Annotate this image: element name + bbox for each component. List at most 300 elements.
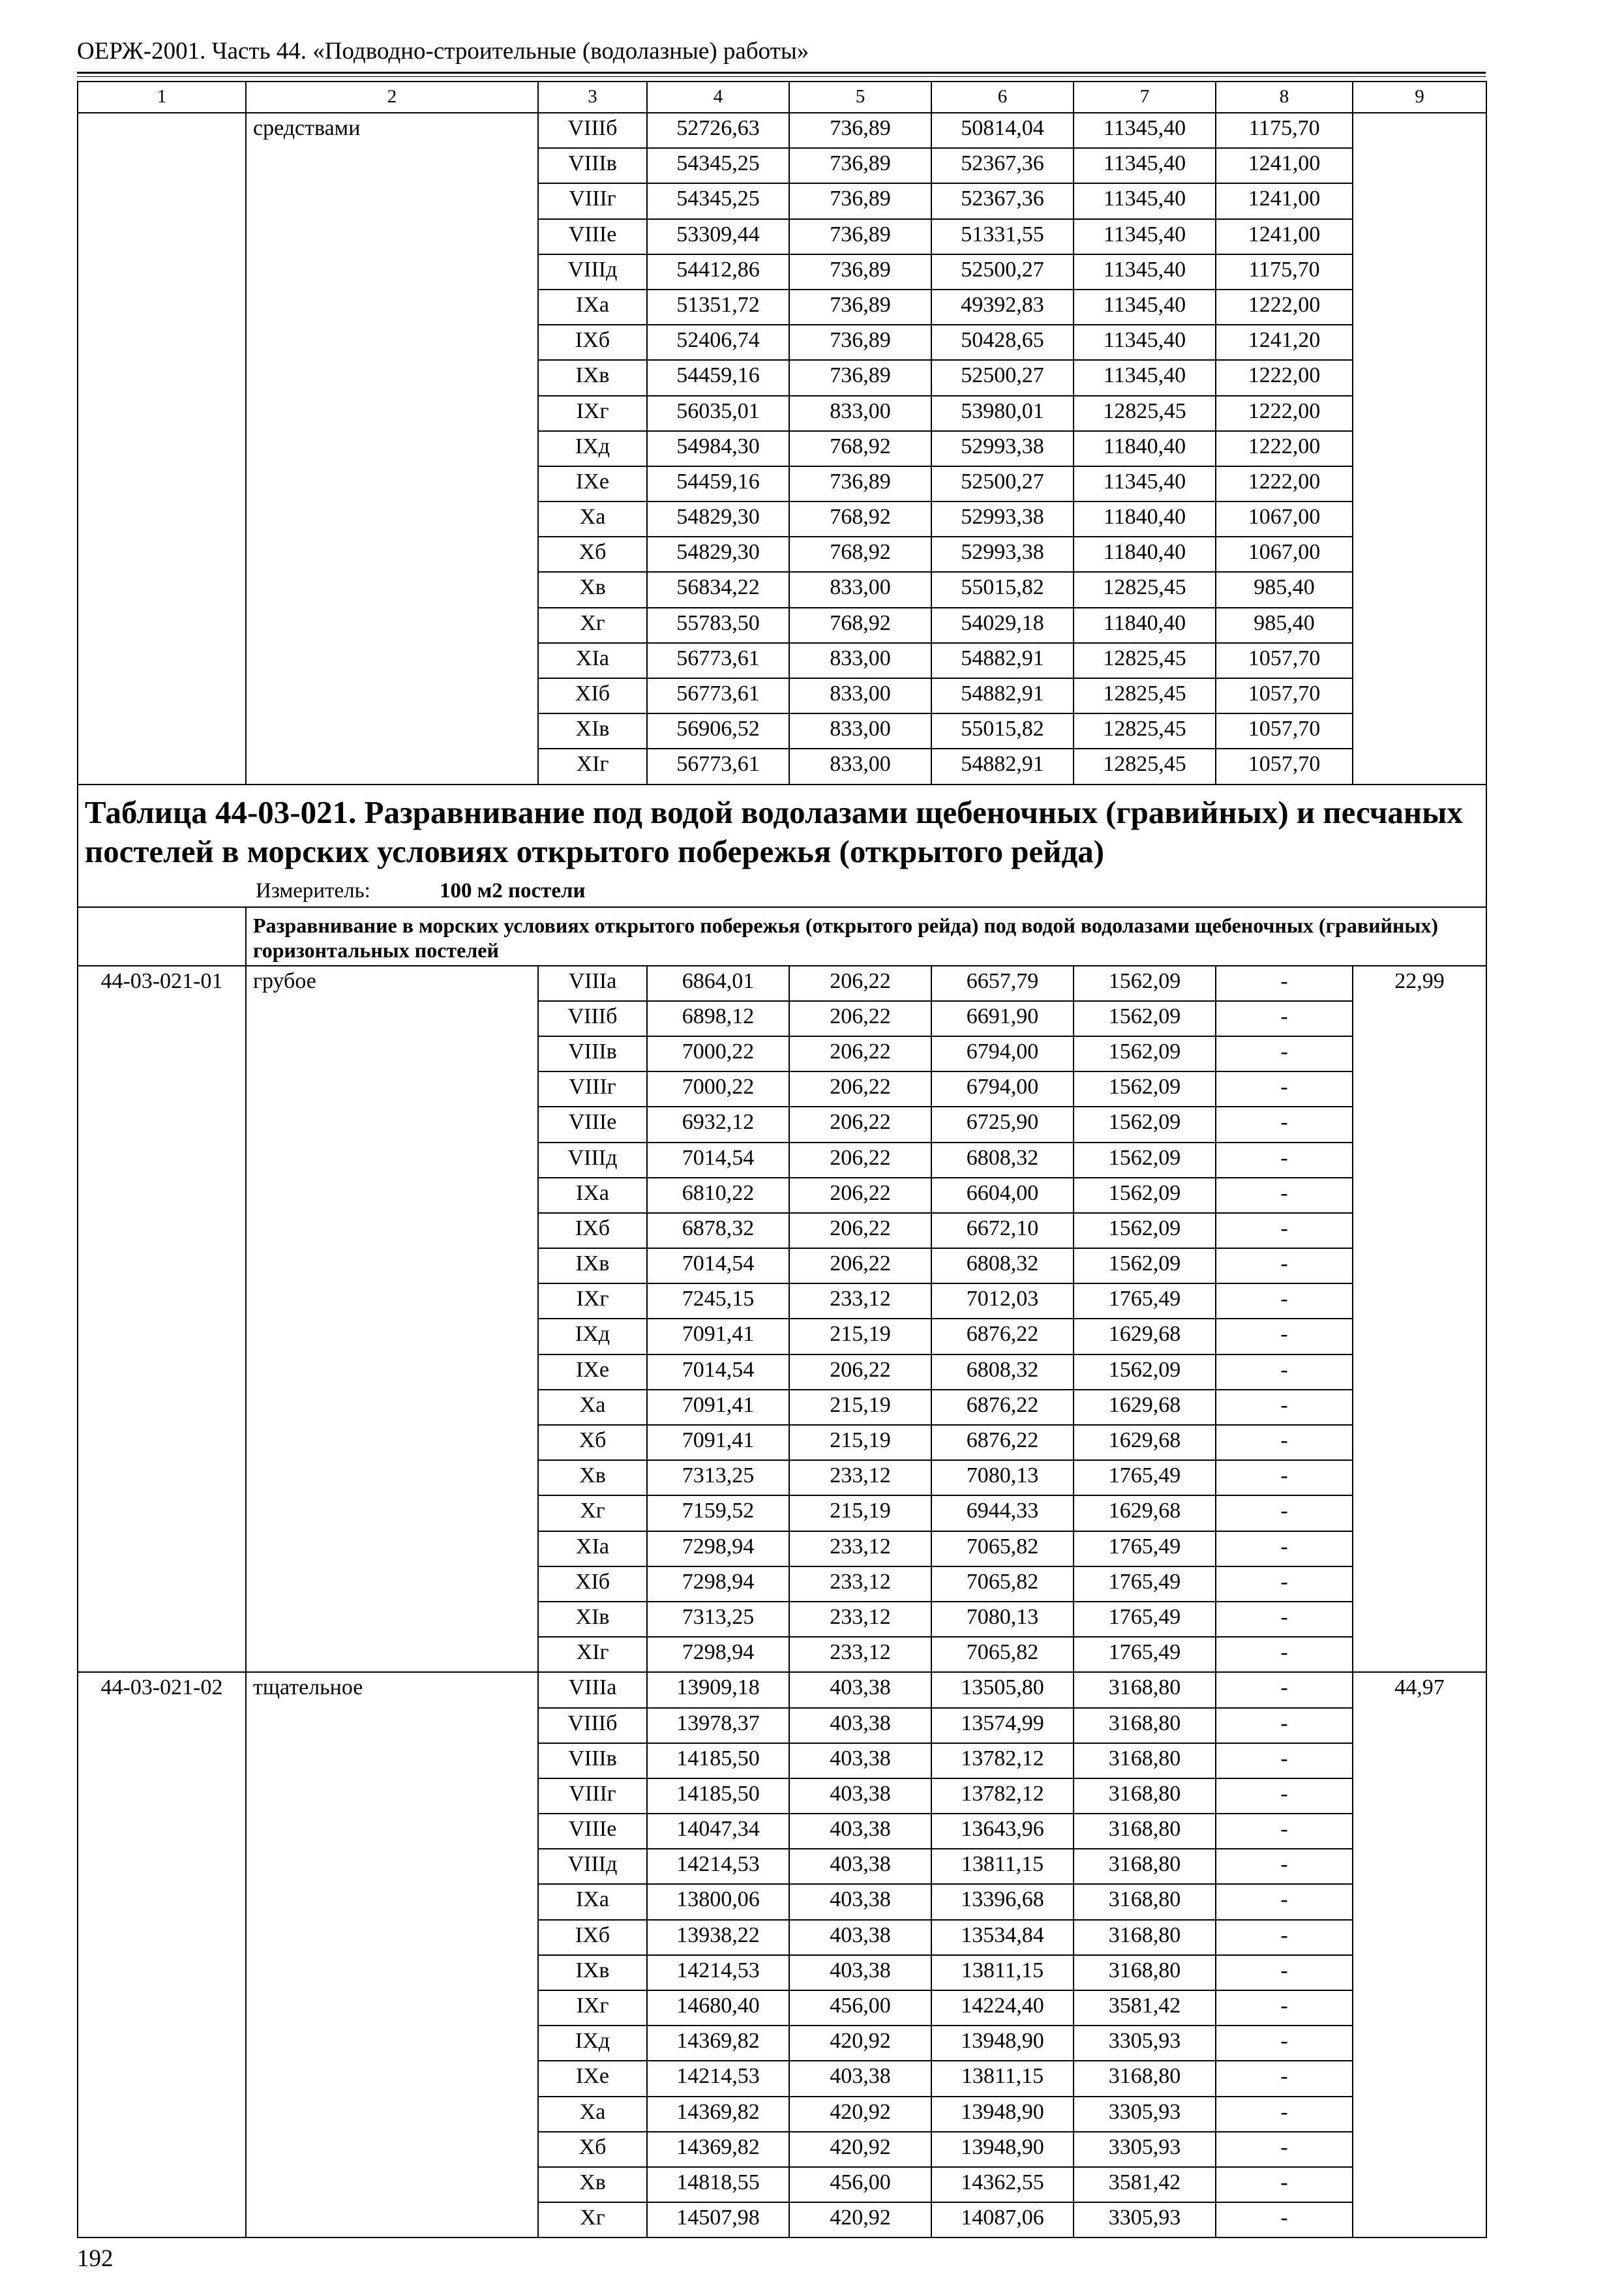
region-cell: XIа bbox=[538, 643, 647, 678]
machines-cell: 7012,03 bbox=[931, 1283, 1074, 1319]
materials-cell: - bbox=[1216, 2167, 1353, 2202]
region-cell: IXе bbox=[538, 466, 647, 501]
machines-cell: 50814,04 bbox=[931, 113, 1074, 148]
wages-cell: 206,22 bbox=[789, 966, 931, 1001]
region-cell: VIIIб bbox=[538, 113, 647, 148]
machines-cell: 52500,27 bbox=[931, 360, 1074, 395]
materials-cell: - bbox=[1216, 1743, 1353, 1778]
materials-cell: 1222,00 bbox=[1216, 431, 1353, 466]
machines-cell: 6794,00 bbox=[931, 1071, 1074, 1107]
machines-cell: 54029,18 bbox=[931, 608, 1074, 643]
region-cell: Xг bbox=[538, 1495, 647, 1531]
region-cell: XIв bbox=[538, 1602, 647, 1637]
materials-cell: - bbox=[1216, 1107, 1353, 1142]
total-cost-cell: 13938,22 bbox=[647, 1920, 789, 1955]
machinist-wages-cell: 1562,09 bbox=[1074, 1143, 1216, 1178]
machinist-wages-cell: 3305,93 bbox=[1074, 2097, 1216, 2132]
labor-cell bbox=[1353, 113, 1486, 785]
region-cell: IXе bbox=[538, 2061, 647, 2096]
wages-cell: 403,38 bbox=[789, 2061, 931, 2096]
region-cell: IXб bbox=[538, 1920, 647, 1955]
machinist-wages-cell: 12825,45 bbox=[1074, 678, 1216, 713]
machines-cell: 6876,22 bbox=[931, 1390, 1074, 1425]
total-cost-cell: 7014,54 bbox=[647, 1354, 789, 1390]
region-cell: IXе bbox=[538, 1354, 647, 1390]
total-cost-cell: 7000,22 bbox=[647, 1036, 789, 1071]
machinist-wages-cell: 1765,49 bbox=[1074, 1460, 1216, 1495]
machinist-wages-cell: 3581,42 bbox=[1074, 2167, 1216, 2202]
machinist-wages-cell: 1562,09 bbox=[1074, 1213, 1216, 1248]
wages-cell: 736,89 bbox=[789, 466, 931, 501]
column-number: 1 bbox=[78, 82, 246, 113]
wages-cell: 403,38 bbox=[789, 1884, 931, 1919]
total-cost-cell: 56773,61 bbox=[647, 643, 789, 678]
machinist-wages-cell: 12825,45 bbox=[1074, 713, 1216, 749]
total-cost-cell: 55783,50 bbox=[647, 608, 789, 643]
machinist-wages-cell: 3168,80 bbox=[1074, 1743, 1216, 1778]
code-cell: 44-03-021-02 bbox=[78, 1672, 246, 2237]
total-cost-cell: 14214,53 bbox=[647, 1849, 789, 1884]
total-cost-cell: 7298,94 bbox=[647, 1637, 789, 1672]
wages-cell: 215,19 bbox=[789, 1319, 931, 1354]
region-cell: XIв bbox=[538, 713, 647, 749]
total-cost-cell: 13978,37 bbox=[647, 1708, 789, 1743]
materials-cell: - bbox=[1216, 1283, 1353, 1319]
machinist-wages-cell: 1765,49 bbox=[1074, 1531, 1216, 1566]
machines-cell: 13782,12 bbox=[931, 1743, 1074, 1778]
total-cost-cell: 14214,53 bbox=[647, 1955, 789, 1990]
machinist-wages-cell: 1629,68 bbox=[1074, 1390, 1216, 1425]
materials-cell: - bbox=[1216, 1778, 1353, 1814]
machines-cell: 13643,96 bbox=[931, 1814, 1074, 1849]
machines-cell: 6604,00 bbox=[931, 1178, 1074, 1213]
wages-cell: 736,89 bbox=[789, 113, 931, 148]
region-cell: VIIIв bbox=[538, 148, 647, 183]
machinist-wages-cell: 11345,40 bbox=[1074, 148, 1216, 183]
materials-cell: - bbox=[1216, 1566, 1353, 1602]
machinist-wages-cell: 3168,80 bbox=[1074, 1920, 1216, 1955]
wages-cell: 233,12 bbox=[789, 1637, 931, 1672]
total-cost-cell: 7245,15 bbox=[647, 1283, 789, 1319]
column-number: 9 bbox=[1353, 82, 1486, 113]
machinist-wages-cell: 11345,40 bbox=[1074, 325, 1216, 360]
machinist-wages-cell: 1629,68 bbox=[1074, 1319, 1216, 1354]
materials-cell: - bbox=[1216, 1319, 1353, 1354]
materials-cell: 1067,00 bbox=[1216, 501, 1353, 537]
machinist-wages-cell: 1629,68 bbox=[1074, 1425, 1216, 1460]
machines-cell: 52993,38 bbox=[931, 501, 1074, 537]
region-cell: IXд bbox=[538, 431, 647, 466]
machines-cell: 7065,82 bbox=[931, 1566, 1074, 1602]
machines-cell: 52500,27 bbox=[931, 254, 1074, 290]
subheading-cell: Разравнивание в морских условиях открытого побережья (открытого рейда) под водой водолазами щебеночных (гравийных) горизонтальных постелей bbox=[246, 907, 1486, 966]
total-cost-cell: 14680,40 bbox=[647, 1990, 789, 2026]
machines-cell: 6808,32 bbox=[931, 1248, 1074, 1283]
machinist-wages-cell: 1562,09 bbox=[1074, 1178, 1216, 1213]
machinist-wages-cell: 11840,40 bbox=[1074, 431, 1216, 466]
wages-cell: 206,22 bbox=[789, 1213, 931, 1248]
materials-cell: - bbox=[1216, 1425, 1353, 1460]
machinist-wages-cell: 3168,80 bbox=[1074, 1708, 1216, 1743]
total-cost-cell: 14369,82 bbox=[647, 2026, 789, 2061]
region-cell: IXв bbox=[538, 1955, 647, 1990]
machinist-wages-cell: 11345,40 bbox=[1074, 466, 1216, 501]
wages-cell: 206,22 bbox=[789, 1036, 931, 1071]
table-title-cell bbox=[78, 785, 1486, 907]
region-cell: Xв bbox=[538, 1460, 647, 1495]
total-cost-cell: 7091,41 bbox=[647, 1390, 789, 1425]
materials-cell: - bbox=[1216, 1708, 1353, 1743]
materials-cell: - bbox=[1216, 1884, 1353, 1919]
machinist-wages-cell: 1562,09 bbox=[1074, 1107, 1216, 1142]
total-cost-cell: 52726,63 bbox=[647, 113, 789, 148]
machines-cell: 6725,90 bbox=[931, 1107, 1074, 1142]
wages-cell: 456,00 bbox=[789, 1990, 931, 2026]
wages-cell: 420,92 bbox=[789, 2026, 931, 2061]
wages-cell: 736,89 bbox=[789, 148, 931, 183]
wages-cell: 768,92 bbox=[789, 537, 931, 572]
column-number: 4 bbox=[647, 82, 789, 113]
machines-cell: 7080,13 bbox=[931, 1460, 1074, 1495]
materials-cell: - bbox=[1216, 1672, 1353, 1707]
machines-cell: 13534,84 bbox=[931, 1920, 1074, 1955]
machines-cell: 54882,91 bbox=[931, 678, 1074, 713]
machines-cell: 55015,82 bbox=[931, 713, 1074, 749]
region-cell: IXв bbox=[538, 360, 647, 395]
machines-cell: 6876,22 bbox=[931, 1319, 1074, 1354]
materials-cell: - bbox=[1216, 1178, 1353, 1213]
machinist-wages-cell: 11840,40 bbox=[1074, 608, 1216, 643]
materials-cell: - bbox=[1216, 1248, 1353, 1283]
materials-cell: - bbox=[1216, 1531, 1353, 1566]
machinist-wages-cell: 1765,49 bbox=[1074, 1283, 1216, 1319]
wages-cell: 206,22 bbox=[789, 1143, 931, 1178]
machinist-wages-cell: 11345,40 bbox=[1074, 360, 1216, 395]
machinist-wages-cell: 11345,40 bbox=[1074, 254, 1216, 290]
wages-cell: 833,00 bbox=[789, 396, 931, 431]
wages-cell: 420,92 bbox=[789, 2202, 931, 2237]
materials-cell: 1057,70 bbox=[1216, 713, 1353, 749]
materials-cell: 985,40 bbox=[1216, 608, 1353, 643]
total-cost-cell: 56035,01 bbox=[647, 396, 789, 431]
region-cell: VIIIб bbox=[538, 1708, 647, 1743]
region-cell: VIIIд bbox=[538, 1849, 647, 1884]
machinist-wages-cell: 1562,09 bbox=[1074, 1248, 1216, 1283]
region-cell: IXа bbox=[538, 1884, 647, 1919]
table-row bbox=[78, 1672, 1486, 1707]
machines-cell: 13948,90 bbox=[931, 2132, 1074, 2167]
materials-cell: - bbox=[1216, 2132, 1353, 2167]
wages-cell: 233,12 bbox=[789, 1602, 931, 1637]
machinist-wages-cell: 1562,09 bbox=[1074, 1036, 1216, 1071]
machines-cell: 52367,36 bbox=[931, 183, 1074, 218]
table-title-row bbox=[78, 785, 1486, 907]
table-body bbox=[78, 82, 1486, 2237]
region-cell: Xв bbox=[538, 2167, 647, 2202]
machinist-wages-cell: 3168,80 bbox=[1074, 1849, 1216, 1884]
region-cell: VIIIб bbox=[538, 1001, 647, 1036]
machinist-wages-cell: 1765,49 bbox=[1074, 1602, 1216, 1637]
region-cell: VIIIд bbox=[538, 254, 647, 290]
region-cell: VIIIе bbox=[538, 1107, 647, 1142]
region-cell: Xа bbox=[538, 2097, 647, 2132]
header-rule bbox=[77, 72, 1486, 77]
total-cost-cell: 54459,16 bbox=[647, 360, 789, 395]
code-cell bbox=[78, 113, 246, 785]
total-cost-cell: 54984,30 bbox=[647, 431, 789, 466]
column-number: 6 bbox=[931, 82, 1074, 113]
machines-cell: 6657,79 bbox=[931, 966, 1074, 1001]
materials-cell: - bbox=[1216, 2026, 1353, 2061]
materials-cell: - bbox=[1216, 1071, 1353, 1107]
wages-cell: 206,22 bbox=[789, 1107, 931, 1142]
materials-cell: - bbox=[1216, 1460, 1353, 1495]
materials-cell: - bbox=[1216, 1143, 1353, 1178]
machines-cell: 7065,82 bbox=[931, 1637, 1074, 1672]
materials-cell: 1222,00 bbox=[1216, 290, 1353, 325]
total-cost-cell: 6864,01 bbox=[647, 966, 789, 1001]
wages-cell: 736,89 bbox=[789, 360, 931, 395]
column-number: 2 bbox=[246, 82, 538, 113]
machines-cell: 52367,36 bbox=[931, 148, 1074, 183]
wages-cell: 215,19 bbox=[789, 1390, 931, 1425]
materials-cell: - bbox=[1216, 2202, 1353, 2237]
machinist-wages-cell: 3305,93 bbox=[1074, 2026, 1216, 2061]
materials-cell: 1057,70 bbox=[1216, 678, 1353, 713]
total-cost-cell: 54345,25 bbox=[647, 148, 789, 183]
total-cost-cell: 7091,41 bbox=[647, 1425, 789, 1460]
materials-cell: - bbox=[1216, 1849, 1353, 1884]
total-cost-cell: 56834,22 bbox=[647, 572, 789, 607]
column-number-row bbox=[78, 82, 1486, 113]
total-cost-cell: 7014,54 bbox=[647, 1143, 789, 1178]
total-cost-cell: 14047,34 bbox=[647, 1814, 789, 1849]
region-cell: IXд bbox=[538, 2026, 647, 2061]
total-cost-cell: 54829,30 bbox=[647, 501, 789, 537]
total-cost-cell: 54412,86 bbox=[647, 254, 789, 290]
machines-cell: 13948,90 bbox=[931, 2097, 1074, 2132]
materials-cell: - bbox=[1216, 966, 1353, 1001]
machines-cell: 52500,27 bbox=[931, 466, 1074, 501]
total-cost-cell: 56773,61 bbox=[647, 749, 789, 784]
wages-cell: 206,22 bbox=[789, 1001, 931, 1036]
region-cell: IXг bbox=[538, 1990, 647, 2026]
total-cost-cell: 6878,32 bbox=[647, 1213, 789, 1248]
machinist-wages-cell: 3581,42 bbox=[1074, 1990, 1216, 2026]
measure-value: 100 м2 постели bbox=[440, 878, 586, 903]
machinist-wages-cell: 3168,80 bbox=[1074, 2061, 1216, 2096]
region-cell: VIIIд bbox=[538, 1143, 647, 1178]
total-cost-cell: 7000,22 bbox=[647, 1071, 789, 1107]
materials-cell: - bbox=[1216, 1495, 1353, 1531]
total-cost-cell: 14185,50 bbox=[647, 1743, 789, 1778]
wages-cell: 420,92 bbox=[789, 2132, 931, 2167]
page-number: 192 bbox=[77, 2245, 113, 2272]
machines-cell: 52993,38 bbox=[931, 537, 1074, 572]
materials-cell: 1222,00 bbox=[1216, 466, 1353, 501]
materials-cell: - bbox=[1216, 1990, 1353, 2026]
wages-cell: 403,38 bbox=[789, 1849, 931, 1884]
total-cost-cell: 14369,82 bbox=[647, 2132, 789, 2167]
wages-cell: 736,89 bbox=[789, 325, 931, 360]
materials-cell: - bbox=[1216, 1213, 1353, 1248]
materials-cell: - bbox=[1216, 1602, 1353, 1637]
machines-cell: 6691,90 bbox=[931, 1001, 1074, 1036]
wages-cell: 403,38 bbox=[789, 1672, 931, 1707]
region-cell: Xб bbox=[538, 537, 647, 572]
table-title: Таблица 44-03-021. Разравнивание под водой водолазами щебеночных (гравийных) и песчаных постелей в морских условиях открытого побережья (открытого рейда) bbox=[85, 794, 1463, 869]
machinist-wages-cell: 3305,93 bbox=[1074, 2202, 1216, 2237]
total-cost-cell: 56906,52 bbox=[647, 713, 789, 749]
total-cost-cell: 7313,25 bbox=[647, 1460, 789, 1495]
region-cell: XIб bbox=[538, 1566, 647, 1602]
wages-cell: 403,38 bbox=[789, 1920, 931, 1955]
total-cost-cell: 6898,12 bbox=[647, 1001, 789, 1036]
name-cell: тщательное bbox=[246, 1672, 538, 2237]
column-number: 5 bbox=[789, 82, 931, 113]
materials-cell: - bbox=[1216, 1036, 1353, 1071]
machines-cell: 7080,13 bbox=[931, 1602, 1074, 1637]
materials-cell: - bbox=[1216, 2061, 1353, 2096]
machinist-wages-cell: 11345,40 bbox=[1074, 113, 1216, 148]
materials-cell: - bbox=[1216, 2097, 1353, 2132]
wages-cell: 833,00 bbox=[789, 572, 931, 607]
region-cell: IXа bbox=[538, 1178, 647, 1213]
region-cell: VIIIе bbox=[538, 1814, 647, 1849]
table-row bbox=[78, 113, 1486, 148]
column-number: 8 bbox=[1216, 82, 1353, 113]
materials-cell: 1241,00 bbox=[1216, 148, 1353, 183]
materials-cell: 1175,70 bbox=[1216, 254, 1353, 290]
machines-cell: 51331,55 bbox=[931, 219, 1074, 254]
total-cost-cell: 14369,82 bbox=[647, 2097, 789, 2132]
machines-cell: 6808,32 bbox=[931, 1354, 1074, 1390]
materials-cell: 1241,20 bbox=[1216, 325, 1353, 360]
price-table bbox=[77, 81, 1487, 2238]
materials-cell: 1222,00 bbox=[1216, 360, 1353, 395]
column-number: 7 bbox=[1074, 82, 1216, 113]
wages-cell: 206,22 bbox=[789, 1248, 931, 1283]
region-cell: IXа bbox=[538, 290, 647, 325]
wages-cell: 736,89 bbox=[789, 183, 931, 218]
wages-cell: 736,89 bbox=[789, 290, 931, 325]
materials-cell: 1175,70 bbox=[1216, 113, 1353, 148]
region-cell: IXб bbox=[538, 1213, 647, 1248]
total-cost-cell: 51351,72 bbox=[647, 290, 789, 325]
materials-cell: - bbox=[1216, 1001, 1353, 1036]
wages-cell: 736,89 bbox=[789, 219, 931, 254]
machines-cell: 6876,22 bbox=[931, 1425, 1074, 1460]
machines-cell: 6794,00 bbox=[931, 1036, 1074, 1071]
wages-cell: 420,92 bbox=[789, 2097, 931, 2132]
code-cell: 44-03-021-01 bbox=[78, 966, 246, 1673]
wages-cell: 206,22 bbox=[789, 1178, 931, 1213]
wages-cell: 403,38 bbox=[789, 1814, 931, 1849]
total-cost-cell: 7091,41 bbox=[647, 1319, 789, 1354]
machinist-wages-cell: 3168,80 bbox=[1074, 1884, 1216, 1919]
machinist-wages-cell: 1562,09 bbox=[1074, 1354, 1216, 1390]
measure-label: Измеритель: bbox=[256, 878, 370, 903]
machines-cell: 54882,91 bbox=[931, 643, 1074, 678]
machinist-wages-cell: 12825,45 bbox=[1074, 749, 1216, 784]
total-cost-cell: 6810,22 bbox=[647, 1178, 789, 1213]
materials-cell: 1241,00 bbox=[1216, 219, 1353, 254]
subheading-row bbox=[78, 907, 1486, 966]
total-cost-cell: 13909,18 bbox=[647, 1672, 789, 1707]
region-cell: XIа bbox=[538, 1531, 647, 1566]
region-cell: VIIIв bbox=[538, 1036, 647, 1071]
wages-cell: 833,00 bbox=[789, 713, 931, 749]
wages-cell: 736,89 bbox=[789, 254, 931, 290]
machinist-wages-cell: 1562,09 bbox=[1074, 1001, 1216, 1036]
machinist-wages-cell: 1765,49 bbox=[1074, 1637, 1216, 1672]
wages-cell: 456,00 bbox=[789, 2167, 931, 2202]
region-cell: IXб bbox=[538, 325, 647, 360]
region-cell: VIIIг bbox=[538, 1071, 647, 1107]
materials-cell: 985,40 bbox=[1216, 572, 1353, 607]
materials-cell: - bbox=[1216, 1955, 1353, 1990]
region-cell: Xа bbox=[538, 1390, 647, 1425]
name-cell: средствами bbox=[246, 113, 538, 785]
machines-cell: 13811,15 bbox=[931, 1849, 1074, 1884]
machines-cell: 13396,68 bbox=[931, 1884, 1074, 1919]
region-cell: IXд bbox=[538, 1319, 647, 1354]
machines-cell: 13811,15 bbox=[931, 2061, 1074, 2096]
total-cost-cell: 52406,74 bbox=[647, 325, 789, 360]
total-cost-cell: 13800,06 bbox=[647, 1884, 789, 1919]
region-cell: XIг bbox=[538, 1637, 647, 1672]
region-cell: VIIIа bbox=[538, 966, 647, 1001]
machinist-wages-cell: 3168,80 bbox=[1074, 1955, 1216, 1990]
materials-cell: 1067,00 bbox=[1216, 537, 1353, 572]
machines-cell: 13811,15 bbox=[931, 1955, 1074, 1990]
machinist-wages-cell: 3168,80 bbox=[1074, 1672, 1216, 1707]
wages-cell: 768,92 bbox=[789, 501, 931, 537]
machines-cell: 14087,06 bbox=[931, 2202, 1074, 2237]
total-cost-cell: 7313,25 bbox=[647, 1602, 789, 1637]
machines-cell: 14224,40 bbox=[931, 1990, 1074, 2026]
region-cell: VIIIг bbox=[538, 1778, 647, 1814]
region-cell: XIб bbox=[538, 678, 647, 713]
region-cell: VIIIг bbox=[538, 183, 647, 218]
machines-cell: 6672,10 bbox=[931, 1213, 1074, 1248]
materials-cell: - bbox=[1216, 1354, 1353, 1390]
total-cost-cell: 54345,25 bbox=[647, 183, 789, 218]
total-cost-cell: 14507,98 bbox=[647, 2202, 789, 2237]
region-cell: Xг bbox=[538, 2202, 647, 2237]
total-cost-cell: 56773,61 bbox=[647, 678, 789, 713]
wages-cell: 233,12 bbox=[789, 1460, 931, 1495]
machines-cell: 13574,99 bbox=[931, 1708, 1074, 1743]
total-cost-cell: 54829,30 bbox=[647, 537, 789, 572]
wages-cell: 768,92 bbox=[789, 431, 931, 466]
total-cost-cell: 7298,94 bbox=[647, 1531, 789, 1566]
total-cost-cell: 7159,52 bbox=[647, 1495, 789, 1531]
total-cost-cell: 6932,12 bbox=[647, 1107, 789, 1142]
machinist-wages-cell: 1562,09 bbox=[1074, 1071, 1216, 1107]
total-cost-cell: 14214,53 bbox=[647, 2061, 789, 2096]
machinist-wages-cell: 11345,40 bbox=[1074, 183, 1216, 218]
table-row bbox=[78, 966, 1486, 1001]
materials-cell: - bbox=[1216, 1920, 1353, 1955]
wages-cell: 206,22 bbox=[789, 1071, 931, 1107]
machines-cell: 13505,80 bbox=[931, 1672, 1074, 1707]
machinist-wages-cell: 1765,49 bbox=[1074, 1566, 1216, 1602]
region-cell: Xб bbox=[538, 1425, 647, 1460]
wages-cell: 833,00 bbox=[789, 678, 931, 713]
machines-cell: 53980,01 bbox=[931, 396, 1074, 431]
materials-cell: 1057,70 bbox=[1216, 749, 1353, 784]
